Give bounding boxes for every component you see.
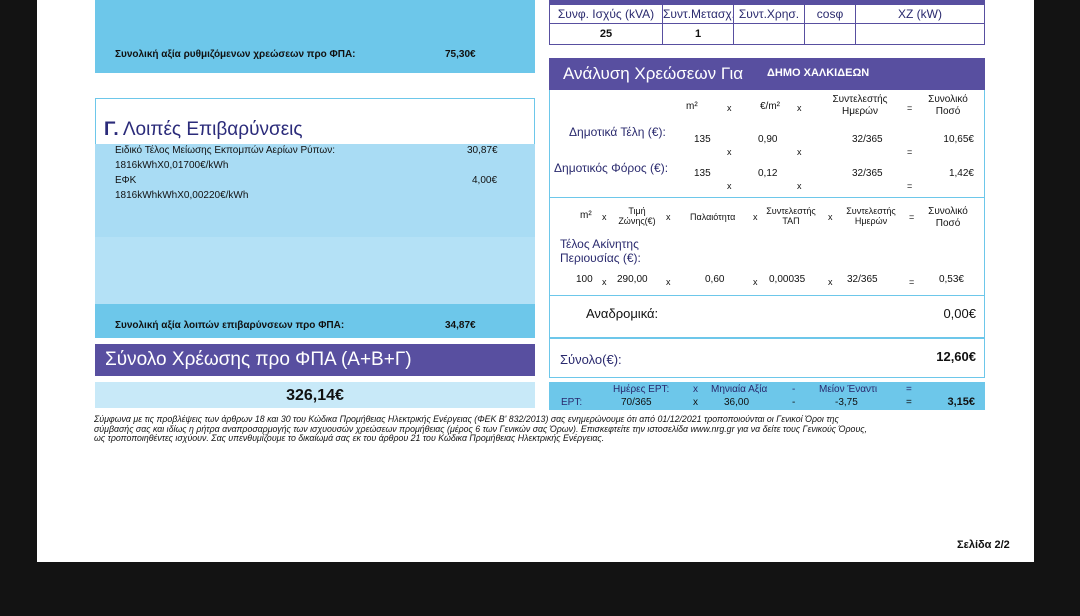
municipal-fees-box: [549, 90, 985, 198]
efk-label: ΕΦΚ: [115, 175, 137, 186]
ert-total: 3,15€: [947, 396, 975, 408]
municipal-fees-rate: 0,90: [758, 134, 778, 145]
power-header-transform: Συντ.Μετασχ.: [662, 4, 734, 24]
municipal-tax-eq: =: [907, 181, 913, 191]
regulated-charges-box: [95, 0, 535, 73]
tap-zone: 290,00: [617, 274, 648, 285]
analysis-sum-value: 12,60€: [936, 349, 976, 364]
tap-label: [560, 238, 641, 266]
analysis-sum-label: Σύνολο(€):: [560, 352, 622, 367]
ert-x-bottom: x: [693, 397, 698, 408]
ert-monthly-value: 36,00: [724, 397, 750, 408]
tap-header-x4: x: [828, 212, 833, 222]
regulated-total-label: Συνολική αξία ρυθμιζόμενων χρεώσεων προ ΦΠΑ:: [115, 49, 356, 60]
ert-days-label: Ημέρες ΕΡΤ:: [613, 384, 670, 395]
ert-eq-bottom: =: [906, 397, 912, 408]
tap-header-zone-line1: Τιμή: [628, 206, 646, 216]
header-eq: =: [907, 103, 913, 113]
tap-m2: 100: [576, 274, 593, 285]
ert-monthly-label: Μηνιαία Αξία: [711, 384, 768, 395]
municipal-fees-m2: 135: [694, 134, 711, 145]
retroactive-label: Αναδρομικά:: [586, 306, 659, 321]
analysis-municipality: ΔΗΜΟ ΧΑΛΚΙΔΕΩΝ: [767, 67, 870, 79]
tap-header-total-line1: Συνολικό: [928, 206, 968, 217]
tap-header-days-line1: Συντελεστής: [846, 206, 896, 216]
tap-days: 32/365: [847, 274, 878, 285]
tap-header-x3: x: [753, 212, 758, 222]
ert-box: [549, 382, 985, 410]
invoice-page: [37, 0, 1034, 562]
tap-x3: x: [753, 277, 758, 287]
municipal-tax-total: 1,42€: [948, 168, 974, 179]
municipal-fees-eq: =: [907, 147, 913, 157]
tap-age: 0,60: [705, 274, 725, 285]
power-value-usage: [733, 23, 805, 45]
regulated-total-value: 75,30€: [445, 49, 476, 60]
municipal-fees-x1: x: [727, 147, 732, 157]
grand-total-value-box: [95, 382, 535, 408]
page-number: Σελίδα 2/2: [957, 539, 1010, 551]
analysis-sum-box: [549, 338, 985, 378]
tap-x2: x: [666, 277, 671, 287]
emission-fee-value: 30,87€: [467, 145, 498, 156]
power-header-xz: ΧΖ (kW): [855, 4, 985, 24]
retroactive-box: [549, 296, 985, 338]
ert-dash-top: -: [792, 384, 796, 395]
tap-header-days: [838, 206, 904, 227]
tap-total: 0,53€: [938, 274, 964, 285]
tap-header-x1: x: [602, 212, 607, 222]
municipal-tax-m2: 135: [694, 168, 711, 179]
footnote-line1: Σύμφωνα με τις προβλέψεις των άρθρων 18 και 30 του Κώδικα Προμήθειας Ηλεκτρικής Ενέργειας (ΦΕΚ Β' 832/2013) σας ενημερώνουμε ότι από 01/12/2021 τροποποιούνται οι Γενικοί Όροι της: [94, 414, 839, 424]
grand-total-value: 326,14€: [286, 387, 344, 404]
power-value-cosphi: [804, 23, 856, 45]
efk-value: 4,00€: [472, 175, 498, 186]
grand-total-header: [95, 344, 535, 376]
power-header-usage: Συντ.Χρησ.: [733, 4, 805, 24]
municipal-fees-label: Δημοτικά Τέλη (€):: [569, 125, 666, 139]
municipal-tax-label: Δημοτικός Φόρος (€):: [554, 161, 669, 175]
ert-eq-top: =: [906, 384, 912, 395]
ert-minus-value: -3,75: [835, 397, 858, 408]
header-x1: x: [727, 103, 732, 113]
tap-x1: x: [602, 277, 607, 287]
tap-header-tap-line1: Συντελεστής: [766, 206, 816, 216]
header-coef: [815, 94, 905, 117]
grand-total-title: Σύνολο Χρέωσης προ ΦΠΑ (Α+Β+Γ): [105, 349, 412, 370]
ert-dash-bottom: -: [792, 397, 796, 408]
municipal-fees-total: 10,65€: [943, 134, 974, 145]
ert-days-value: 70/365: [621, 397, 652, 408]
tap-header-tap: [760, 206, 822, 227]
other-charges-title-text: Λοιπές Επιβαρύνσεις: [122, 119, 303, 140]
other-charges-title-prefix: Γ.: [104, 119, 119, 140]
header-m2: m²: [686, 101, 698, 112]
other-charges-title: [104, 119, 303, 141]
power-table: [549, 0, 985, 46]
ert-x-top: x: [693, 384, 698, 395]
power-value-xz: [855, 23, 985, 45]
ert-minus-label: Μείον Έναντι: [819, 384, 878, 395]
analysis-title: Ανάλυση Χρεώσεων Για: [563, 64, 744, 83]
other-charges-total-value: 34,87€: [445, 320, 476, 331]
tap-label-line2: Περιουσίας (€):: [560, 250, 641, 265]
ert-label: ΕΡΤ:: [561, 397, 583, 408]
property-tax-box: [549, 198, 985, 296]
tap-header-total: [918, 206, 978, 229]
power-value-transform: 1: [662, 23, 734, 45]
tap-header-x2: x: [666, 212, 671, 222]
municipal-fees-coef: 32/365: [852, 134, 883, 145]
emission-fee-label: Ειδικό Τέλος Μείωσης Εκπομπών Αερίων Ρύπων:: [115, 145, 335, 156]
header-eur-m2: €/m²: [760, 101, 780, 112]
tap-label-line1: Τέλος Ακίνητης: [560, 237, 639, 251]
retroactive-value: 0,00€: [943, 306, 976, 321]
other-charges-total-bar: [95, 304, 535, 338]
analysis-header: [549, 58, 985, 90]
tap-header-tap-line2: ΤΑΠ: [782, 216, 800, 227]
header-total-line2: Ποσό: [935, 105, 961, 117]
other-charges-total-label: Συνολική αξία λοιπών επιβαρύνσεων προ ΦΠΑ:: [115, 320, 345, 331]
header-x2: x: [797, 103, 802, 113]
municipal-tax-x1: x: [727, 181, 732, 191]
tap-header-age: Παλαιότητα: [690, 212, 736, 222]
municipal-tax-rate: 0,12: [758, 168, 778, 179]
tap-header-eq: =: [909, 212, 915, 222]
footnote-line3: ως τροποποιηθέντες ισχύουν. Σας υπενθυμίζουμε το δικαίωμά σας εκ του άρθρου 21 του Κώδικα Προμήθειας Ηλεκτρικής Ενέργειας.: [94, 433, 605, 443]
tap-header-m2: m²: [580, 210, 592, 221]
tap-header-zone: [612, 206, 662, 227]
header-coef-line1: Συντελεστής: [832, 94, 888, 105]
other-charges-items: [95, 144, 535, 237]
tap-x4: x: [828, 277, 833, 287]
power-header-kva: Συνφ. Ισχύς (kVA): [549, 4, 663, 24]
power-value-kva: 25: [549, 23, 663, 45]
header-coef-line2: Ημερών: [842, 105, 878, 117]
tap-header-zone-line2: Ζώνης(€): [618, 216, 656, 227]
tap-eq: =: [909, 277, 915, 287]
municipal-tax-coef: 32/365: [852, 168, 883, 179]
tap-header-days-line2: Ημερών: [854, 216, 888, 227]
other-charges-spacer: [95, 237, 535, 304]
footnote-line2: σύμβασής σας και ιδίως η ρήτρα αναπροσαρμογής των ισχυουσών χρεώσεων προμήθειας (μέρος 6 των Γενικών σας Όρων). Επισκεφτείτε την ιστοσελίδα www.nrg.gr για να δείτε τους Γενικούς Όρους,: [94, 423, 867, 434]
tap-coef: 0,00035: [769, 274, 806, 285]
emission-fee-detail: 1816kWhX0,01700€/kWh: [115, 160, 229, 171]
header-total-line1: Συνολικό: [928, 94, 968, 105]
footnote: [94, 415, 994, 444]
power-header-cosphi: cosφ: [804, 4, 856, 24]
municipal-tax-x2: x: [797, 181, 802, 191]
tap-header-total-line2: Ποσό: [935, 217, 961, 229]
efk-detail: 1816kWhkWhX0,00220€/kWh: [115, 190, 249, 201]
header-total: [916, 94, 980, 117]
municipal-fees-x2: x: [797, 147, 802, 157]
